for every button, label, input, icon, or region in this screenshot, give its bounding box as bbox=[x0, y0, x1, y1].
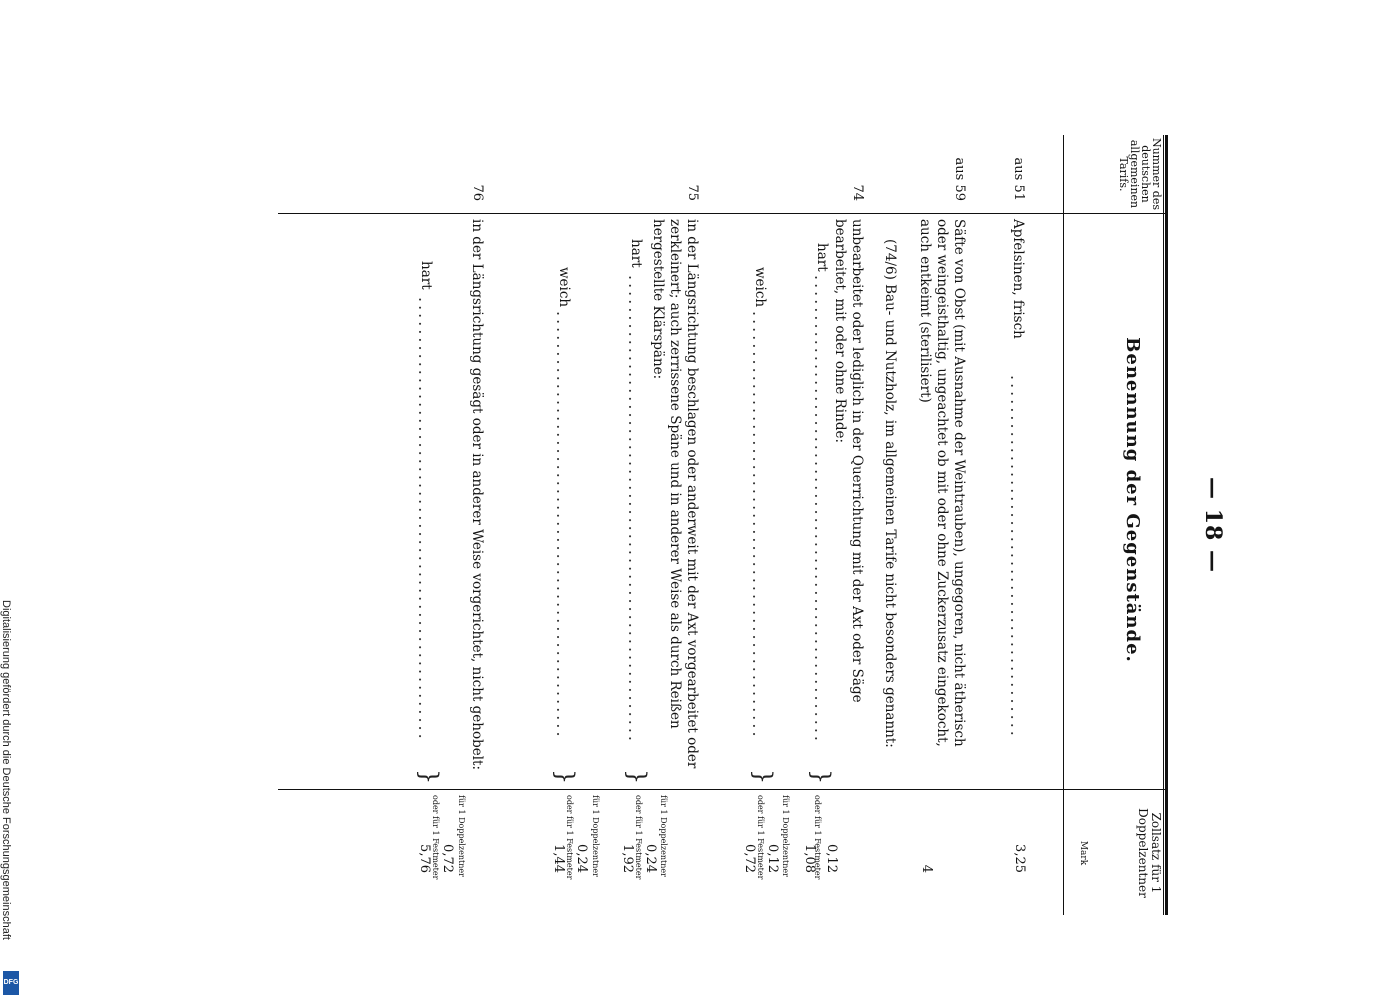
brace: } bbox=[623, 769, 651, 785]
leader-dots: ..................................................... bbox=[749, 311, 768, 740]
column-divider-number bbox=[278, 213, 1168, 214]
table-top-rule bbox=[1165, 135, 1168, 915]
digitisation-credit bbox=[2, 600, 22, 995]
item-description: Säfte von Obst (mit Ausnahme der Weintrauben), ungegoren, nicht ätherisch oder weingeisthaltig, ungeachtet ob mit oder ohne Zuckerzusatz eingekocht, auch entkeimt (sterilisiert) bbox=[917, 219, 967, 747]
subitem-description: hart bbox=[418, 261, 434, 290]
unit-label: für 1 Doppelzentner bbox=[781, 795, 790, 877]
tariff-number: 75 bbox=[685, 184, 700, 201]
item-description: in der Längsrichtung beschlagen oder anderweit mit der Axt vorgearbeitet oder zerkleinert; auch zerrissene Späne und in anderer Weise als durch Reißen hergestellte Klärspäne: bbox=[650, 219, 700, 769]
duty-rate-per-dz: 0,12 bbox=[765, 844, 780, 873]
subitem-description: hart bbox=[814, 243, 830, 272]
unit-label: für 1 Doppelzentner bbox=[591, 795, 600, 877]
table-top-rule-thin bbox=[1163, 135, 1164, 915]
duty-rate: 3,25 bbox=[1012, 844, 1027, 873]
brace: } bbox=[807, 769, 835, 785]
credit-text: Digitalisierung gefördert durch die Deutsche Forschungsgemeinschaft bbox=[0, 600, 12, 940]
header-unit-mark: Mark bbox=[1078, 840, 1088, 866]
duty-rate-per-fm: 1,92 bbox=[620, 844, 635, 873]
brace: } bbox=[415, 769, 443, 785]
unit-label: oder für 1 Festmeter bbox=[756, 795, 765, 880]
leader-dots: ............................................. bbox=[1007, 375, 1026, 739]
item-description: unbearbeitet oder lediglich in der Querrichtung mit der Axt oder Säge bearbeitet, mit oder ohne Rinde: bbox=[832, 219, 865, 703]
tariff-number: aus 59 bbox=[952, 157, 967, 201]
unit-label: oder für 1 Festmeter bbox=[634, 795, 643, 880]
unit-label: oder für 1 Festmeter bbox=[813, 795, 822, 880]
column-divider-rate bbox=[278, 789, 1168, 790]
duty-rate-per-dz: 0,72 bbox=[440, 844, 455, 873]
header-benennung: Benennung der Gegenstände. bbox=[1122, 337, 1143, 663]
header-zollsatz: Zollsatz für 1 Doppelzentner bbox=[1136, 808, 1163, 898]
subitem-description: weich bbox=[752, 267, 768, 308]
duty-rate-per-fm: 5,76 bbox=[417, 844, 432, 873]
header-bottom-rule bbox=[1063, 135, 1064, 915]
subitem-description: weich bbox=[556, 267, 572, 308]
duty-rate-per-dz: 0,24 bbox=[643, 844, 658, 873]
brace: } bbox=[551, 769, 579, 785]
tariff-number: 74 bbox=[850, 184, 865, 201]
tariff-number: aus 51 bbox=[1011, 157, 1026, 201]
unit-label: für 1 Doppelzentner bbox=[457, 795, 466, 877]
duty-rate-per-fm: 0,72 bbox=[742, 844, 757, 873]
dfg-logo: DFG bbox=[3, 971, 19, 995]
rotated-tariff-page bbox=[278, 135, 1226, 915]
duty-rate: 4 bbox=[919, 864, 934, 873]
leader-dots: ..................................................... bbox=[553, 311, 572, 740]
page-number: — 18 — bbox=[1200, 477, 1226, 573]
duty-rate-per-dz: 0,12 bbox=[824, 844, 839, 873]
header-nummer: Nummer des deutschen allgemeinen Tarifs. bbox=[1117, 137, 1163, 211]
duty-rate-per-fm: 1,44 bbox=[551, 844, 566, 873]
subitem-description: hart bbox=[628, 239, 644, 268]
unit-label: oder für 1 Festmeter bbox=[431, 795, 440, 880]
duty-rate-per-fm: 1,08 bbox=[802, 844, 817, 873]
leader-dots: ....................................................... bbox=[415, 297, 434, 742]
unit-label: oder für 1 Festmeter bbox=[565, 795, 574, 880]
leader-dots: .......................................................... bbox=[625, 275, 644, 744]
duty-rate-per-dz: 0,24 bbox=[574, 844, 589, 873]
item-description: in der Längsrichtung gesägt oder in anderer Weise vorgerichtet, nicht gehobelt: bbox=[469, 219, 485, 771]
unit-label: für 1 Doppelzentner bbox=[659, 795, 668, 877]
tariff-number: 76 bbox=[470, 184, 485, 201]
section-heading: (74/6) Bau- und Nutzholz, im allgemeinen Tarife nicht besonders genannt: bbox=[882, 239, 898, 748]
leader-dots: .......................................................... bbox=[811, 275, 830, 744]
item-description: Apfelsinen, frisch bbox=[1010, 219, 1026, 339]
brace: } bbox=[749, 769, 777, 785]
